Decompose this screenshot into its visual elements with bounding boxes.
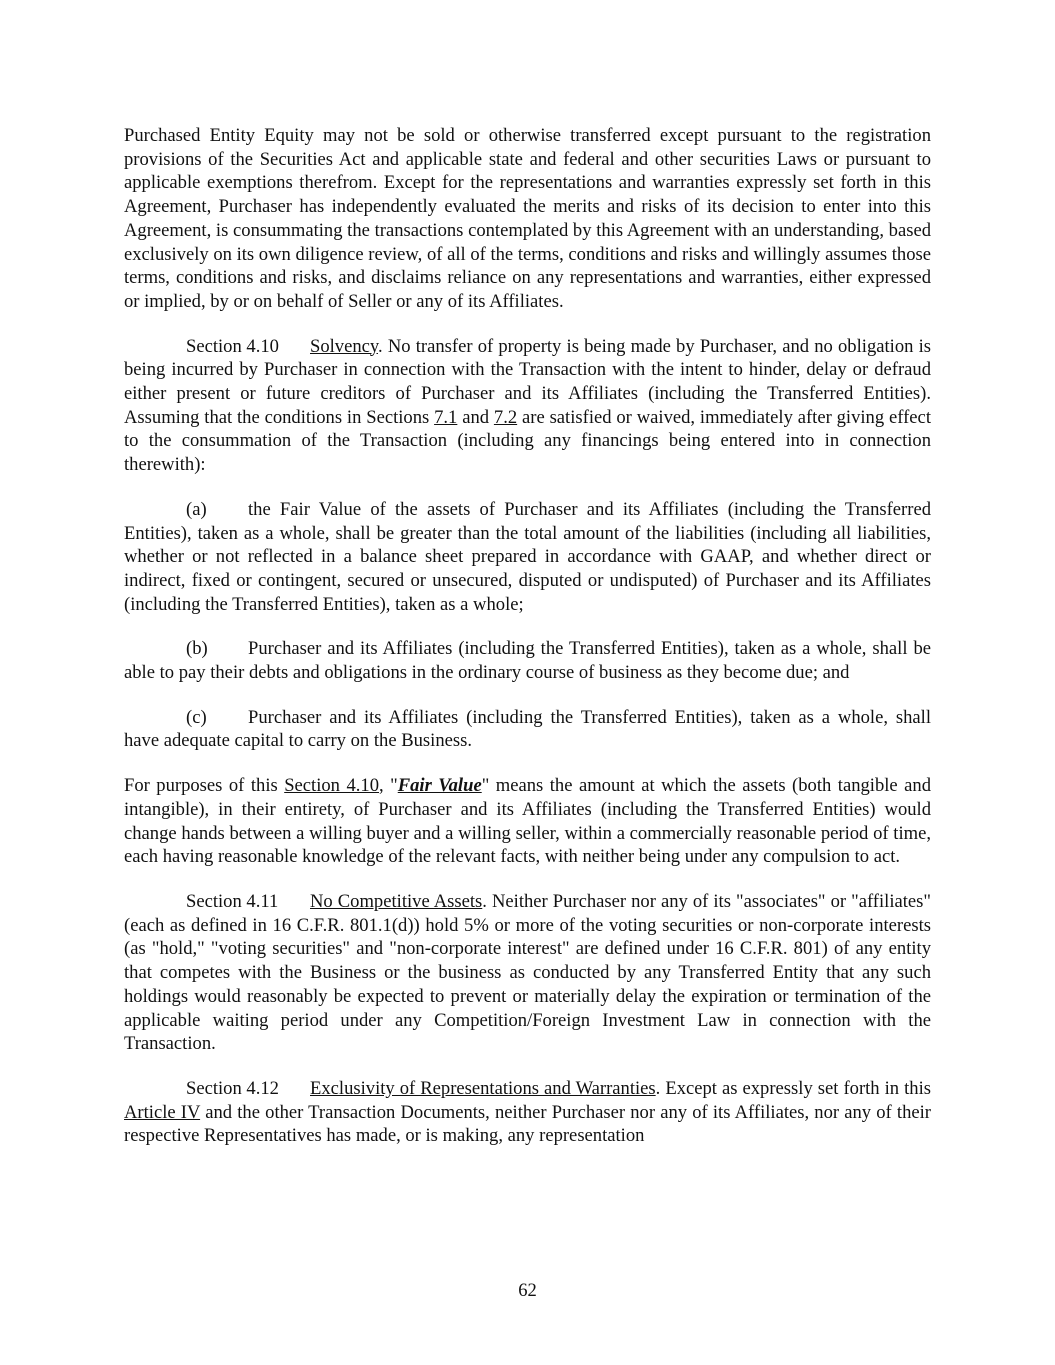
fair-value-definition: For purposes of this Section 4.10, "Fair Value" means the amount at which the assets (both tangible and intangible), in their entirety, of Purchaser and its Affiliates (including the Transferred Entities) would change hands between a willing buyer and a willing seller, within a commercially reasonable period of time, each having reasonable knowledge of the relevant facts, with neither being under any compulsion to act.: [124, 775, 931, 868]
cross-reference-link[interactable]: Section 4.10: [284, 775, 379, 797]
section-4-11-no-competitive-assets: Section 4.11 No Competitive Assets. Neither Purchaser nor any of its "associates" or "affiliates" (each as defined in 16 C.F.R. 801.1(d)) hold 5% or more of the voting securities or non-corporate interests (as "hold," "voting securities" and "non-corporate interest" are defined under 16 C.F.R. 801) of any entity that competes with the Business or the business as conducted by any Transferred Entity that any such holdings would reasonably be expected to prevent or materially delay the expiration or termination of the applicable waiting period under any Competition/Foreign Investment Law in connection with the Transaction.: [124, 890, 931, 1055]
list-item-a: (a) the Fair Value of the assets of Purchaser and its Affiliates (including the Transferred Entities), taken as a whole, shall be greater than the total amount of the liabilities (including all liabilities, whether or not reflected in a balance sheet prepared in accordance with GAAP, and whether direct or indirect, fixed or contingent, secured or unsecured, disputed or undisputed) of Purchaser and its Affiliates (including the Transferred Entities), taken as a whole;: [124, 498, 931, 615]
cross-reference-link[interactable]: 7.2: [493, 406, 518, 428]
paragraph-purchased-entity-equity: Purchased Entity Equity may not be sold or otherwise transferred except pursuant to the registration provisions of the Securities Act and applicable state and federal and other securities Laws or pursuant to applicable exemptions therefrom. Except for the representations and warranties expressly set forth in this Agreement, Purchaser has independently evaluated the merits and risks of its decision to enter into this Agreement, is consummating the transactions contemplated by this Agreement with an understanding, based exclusively on its own diligence review, of all of the terms, conditions and risks and willingly assumes those terms, conditions and risks, and disclaims reliance on any representations and warranties, either expressed or implied, by or on behalf of Seller or any of its Affiliates.: [124, 125, 931, 312]
document-page: [124, 124, 931, 1169]
section-number: Section 4.11: [186, 890, 279, 912]
section-4-10-solvency: Section 4.10 Solvency. No transfer of property is being made by Purchaser, and no obligation is being incurred by Purchaser in connection with the Transaction with the intent to hinder, delay or defraud either present or future creditors of Purchaser and its Affiliates (including the Transferred Entities). Assuming that the conditions in Sections 7.1 and 7.2 are satisfied or waived, immediately after giving effect to the consummation of the Transaction (including any financings being entered into in connection therewith):: [124, 335, 931, 476]
section-heading: No Competitive Assets: [310, 890, 483, 912]
list-item-b: (b) Purchaser and its Affiliates (including the Transferred Entities), taken as a whole, shall be able to pay their debts and obligations in the ordinary course of business as they become due; and: [124, 638, 931, 684]
section-number: Section 4.10: [186, 335, 279, 357]
page-number: 62: [518, 1280, 537, 1301]
section-4-12-exclusivity: Section 4.12 Exclusivity of Representations and Warranties. Except as expressly set forth in this Article IV and the other Transaction Documents, neither Purchaser nor any of its Affiliates, nor any of their respective Representatives has made, or is making, any representation: [124, 1077, 931, 1147]
section-heading: Exclusivity of Representations and Warranties: [310, 1077, 656, 1099]
list-item-label: (c): [186, 706, 207, 728]
list-item-label: (b): [186, 638, 208, 660]
cross-reference-link[interactable]: 7.1: [434, 406, 458, 428]
cross-reference-link[interactable]: Article IV: [124, 1101, 201, 1123]
defined-term: Fair Value: [397, 775, 482, 797]
list-item-c: (c) Purchaser and its Affiliates (including the Transferred Entities), taken as a whole, shall have adequate capital to carry on the Business.: [124, 706, 931, 752]
list-item-label: (a): [186, 498, 207, 520]
section-number: Section 4.12: [186, 1077, 279, 1099]
section-heading: Solvency: [310, 335, 378, 357]
